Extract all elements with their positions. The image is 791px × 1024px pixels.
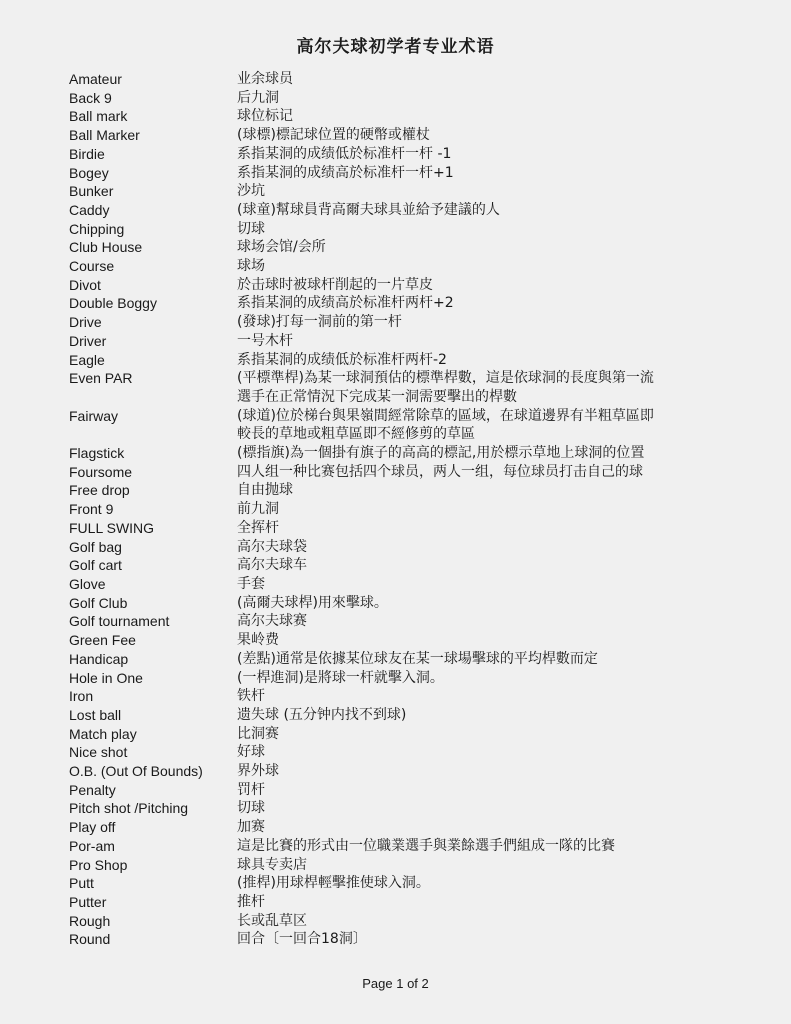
glossary-term: Golf Club: [69, 594, 128, 611]
glossary-definition: 界外球: [237, 763, 279, 780]
glossary-term: Golf bag: [69, 538, 122, 555]
glossary-definition: 前九洞: [237, 501, 279, 518]
glossary-definition: 球具专卖店: [237, 856, 307, 873]
glossary-definition: 系指某洞的成绩高於标准杆两杆+2: [237, 295, 454, 312]
glossary-term: Iron: [69, 688, 94, 705]
glossary-row: [69, 687, 729, 706]
glossary-definition: 手套: [237, 575, 265, 592]
glossary-term: Nice shot: [69, 744, 128, 761]
glossary-row: [69, 463, 729, 482]
glossary-row: [69, 799, 729, 818]
glossary-term: Bogey: [69, 164, 109, 181]
glossary-row: [69, 407, 729, 444]
glossary-row: [69, 743, 729, 762]
glossary-row: [69, 351, 729, 370]
glossary-term: Lost ball: [69, 706, 122, 723]
glossary-term: Handicap: [69, 650, 129, 667]
glossary-term: Match play: [69, 725, 137, 742]
glossary-definition: 高尔夫球赛: [237, 613, 307, 630]
glossary-term: O.B. (Out Of Bounds): [69, 763, 203, 780]
glossary-row: [69, 182, 729, 201]
glossary-definition: 业余球员: [237, 71, 293, 87]
document-title: 高尔夫球初学者专业术语: [296, 37, 495, 57]
glossary-definition: 球场: [237, 258, 265, 275]
glossary-row: [69, 126, 729, 145]
glossary-definition: 全挥杆: [237, 519, 279, 536]
glossary-definition: (標指旗)為一個掛有旗子的高高的標記,用於標示草地上球洞的位置: [237, 445, 645, 462]
glossary-definition: 一号木杆: [237, 332, 293, 349]
glossary-term: Amateur: [69, 71, 122, 87]
glossary-definition: 推杆: [237, 893, 265, 910]
glossary-term: Penalty: [69, 781, 116, 798]
glossary-row: [69, 669, 729, 688]
glossary-term: Foursome: [69, 463, 133, 480]
glossary-definition: (平標準桿)為某一球洞預估的標準桿數，這是依球洞的長度與第一流選手在正常情況下完成某一洞需要擊出的桿數: [237, 370, 654, 405]
glossary-term: Birdie: [69, 145, 105, 162]
glossary-row: [69, 481, 729, 500]
glossary-term: Play off: [69, 819, 116, 836]
glossary-row: [69, 201, 729, 220]
glossary-definition: 遗失球 (五分钟内找不到球): [237, 706, 407, 723]
glossary-term: Double Boggy: [69, 295, 157, 312]
glossary-row: [69, 332, 729, 351]
glossary-row: [69, 294, 729, 313]
glossary-row: [69, 519, 729, 538]
glossary-term: Golf cart: [69, 557, 122, 574]
glossary-definition: (球標)標記球位置的硬幣或權杖: [237, 127, 430, 144]
glossary-row: [69, 257, 729, 276]
glossary-definition: 果岭费: [237, 632, 279, 649]
glossary-definition: (差點)通常是依據某位球友在某一球場擊球的平均桿數而定: [237, 650, 598, 667]
glossary-definition: 长或乱草区: [237, 912, 307, 929]
glossary-row: [69, 818, 729, 837]
glossary-term: Divot: [69, 276, 101, 293]
glossary-definition: 铁杆: [237, 688, 265, 705]
glossary-definition: 系指某洞的成绩低於标准杆两杆-2: [237, 351, 447, 368]
glossary-term: Round: [69, 931, 111, 948]
glossary-definition: 球位标记: [237, 108, 293, 125]
glossary-definition: 系指某洞的成绩低於标准杆一杆 -1: [237, 145, 452, 162]
glossary-definition: 高尔夫球袋: [237, 538, 307, 555]
glossary-row: [69, 874, 729, 893]
glossary-row: [69, 145, 729, 164]
glossary-definition: (發球)打每一洞前的第一杆: [237, 314, 402, 331]
glossary-row: [69, 538, 729, 557]
glossary-definition: (高爾夫球桿)用來擊球。: [237, 594, 388, 611]
glossary-term: Putt: [69, 875, 94, 892]
glossary-definition: 高尔夫球车: [237, 557, 307, 574]
glossary-row: [69, 556, 729, 575]
glossary-row: [69, 912, 729, 931]
glossary-term: Por-am: [69, 837, 115, 854]
glossary-definition: (球道)位於梯台與果嶺間經常除草的區域，在球道邊界有半粗草區即較長的草地或粗草區即不經修剪的草區: [237, 407, 654, 443]
glossary-term: Flagstick: [69, 445, 125, 462]
glossary-definition: 好球: [237, 744, 265, 761]
glossary-definition: (球童)幫球員背高爾夫球具並給予建議的人: [237, 201, 500, 218]
glossary-term: Ball mark: [69, 108, 128, 125]
glossary-row: [69, 725, 729, 744]
glossary-definition: 加赛: [237, 819, 265, 836]
glossary-row: [69, 706, 729, 725]
glossary-term: Ball Marker: [69, 127, 140, 144]
glossary-term: Chipping: [69, 220, 125, 237]
glossary-row: [69, 500, 729, 519]
glossary-row: [69, 313, 729, 332]
glossary-term: Golf tournament: [69, 613, 170, 630]
glossary-definition: 切球: [237, 220, 265, 237]
glossary-row: [69, 444, 729, 463]
glossary-row: [69, 276, 729, 295]
glossary-definition: 於击球时被球杆削起的一片草皮: [237, 276, 433, 293]
glossary-row: [69, 164, 729, 183]
glossary-row: [69, 238, 729, 257]
glossary-term: Eagle: [69, 351, 105, 368]
glossary-term: Front 9: [69, 501, 114, 518]
glossary-term: Hole in One: [69, 669, 143, 686]
glossary-definition: 球场会馆/会所: [237, 239, 326, 256]
glossary-row: [69, 220, 729, 239]
glossary-definition: (推桿)用球桿輕擊推使球入洞。: [237, 875, 430, 892]
glossary-definition: 四人组一种比赛包括四个球员，两人一组，每位球员打击自己的球: [237, 463, 643, 480]
glossary-row: [69, 781, 729, 800]
glossary-row: [69, 631, 729, 650]
glossary-row: [69, 837, 729, 856]
glossary-row: [69, 70, 729, 89]
glossary-term: Club House: [69, 239, 143, 256]
glossary-definition: (一桿進洞)是將球一杆就擊入洞。: [237, 669, 444, 686]
glossary-term: Course: [69, 258, 115, 275]
glossary-term: Glove: [69, 575, 106, 592]
glossary-definition: 這是比賽的形式由一位職業選手與業餘選手們組成一隊的比賽: [237, 837, 615, 854]
glossary-term: Driver: [69, 332, 107, 349]
glossary-definition: 沙坑: [237, 183, 265, 200]
glossary-list: [69, 70, 729, 949]
glossary-term: Pro Shop: [69, 856, 128, 873]
glossary-row: [69, 856, 729, 875]
glossary-term: Putter: [69, 893, 107, 910]
glossary-term: Caddy: [69, 201, 110, 218]
glossary-term: Green Fee: [69, 632, 136, 649]
glossary-row: [69, 930, 729, 949]
glossary-definition: 系指某洞的成绩高於标准杆一杆+1: [237, 164, 454, 181]
page-footer: Page 1 of 2: [362, 976, 429, 991]
glossary-term: Even PAR: [69, 370, 133, 387]
glossary-term: FULL SWING: [69, 519, 155, 536]
glossary-row: [69, 107, 729, 126]
glossary-definition: 切球: [237, 800, 265, 817]
glossary-row: [69, 612, 729, 631]
glossary-row: [69, 650, 729, 669]
glossary-row: [69, 369, 729, 406]
glossary-definition: 回合〔一回合18洞〕: [237, 931, 367, 948]
glossary-definition: 后九洞: [237, 89, 279, 106]
glossary-term: Free drop: [69, 482, 130, 499]
glossary-term: Drive: [69, 314, 102, 331]
glossary-row: [69, 594, 729, 613]
glossary-definition: 比洞赛: [237, 725, 279, 742]
glossary-row: [69, 762, 729, 781]
glossary-row: [69, 89, 729, 108]
glossary-term: Rough: [69, 912, 111, 929]
glossary-term: Fairway: [69, 407, 119, 424]
glossary-term: Bunker: [69, 183, 114, 200]
glossary-row: [69, 575, 729, 594]
glossary-term: Back 9: [69, 89, 112, 106]
glossary-definition: 罚杆: [237, 781, 265, 798]
glossary-row: [69, 893, 729, 912]
glossary-definition: 自由抛球: [237, 482, 293, 499]
glossary-term: Pitch shot /Pitching: [69, 800, 189, 817]
